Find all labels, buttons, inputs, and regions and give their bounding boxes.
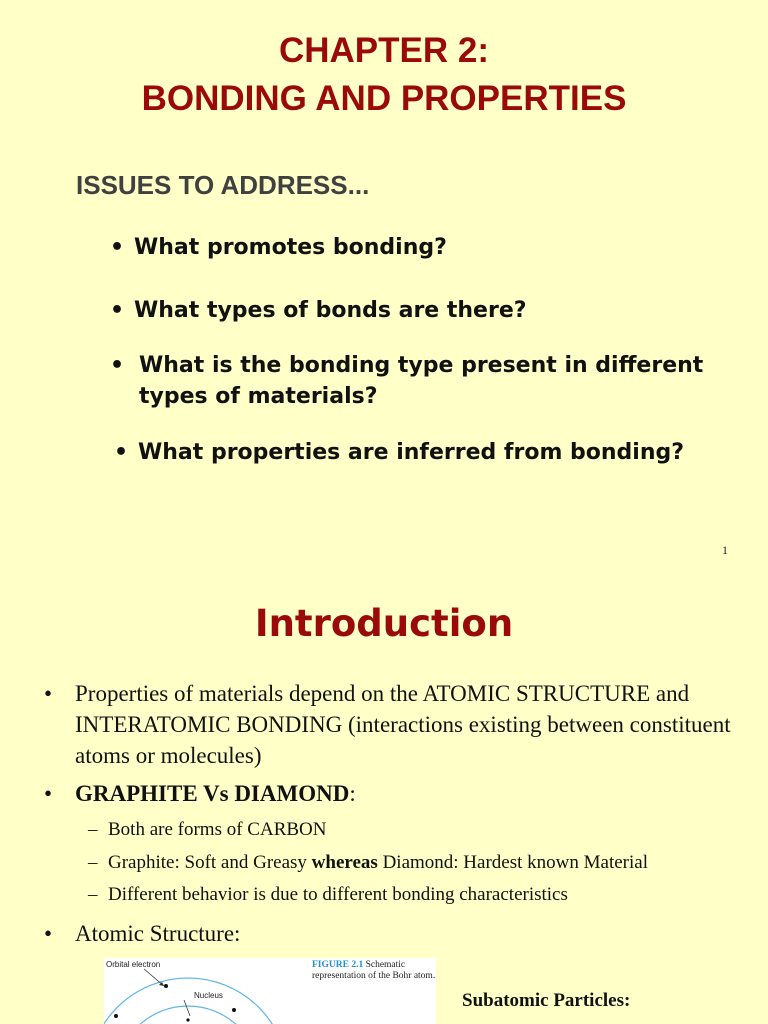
orbital-electron-label: Orbital electron [106, 960, 161, 969]
bullet-icon: • [110, 353, 125, 378]
chapter-title-line-2: BONDING AND PROPERTIES [141, 79, 627, 118]
question-text: What properties are inferred from bonding? [138, 440, 685, 465]
bullet-icon: • [114, 440, 129, 465]
bullet-text: Properties of materials depend on the ATOMIC STRUCTURE and INTERATOMIC BONDING (interactions existing between constituent atoms or molecules) [75, 681, 731, 768]
sub-bullet-text: Graphite: Soft and Greasy whereas Diamond: Hardest known Material [108, 852, 648, 873]
slide-2 [0, 580, 768, 1024]
question-item [114, 437, 685, 468]
bullet-icon: • [44, 781, 53, 806]
dash-icon: – [88, 884, 98, 905]
nucleus-label: Nucleus [194, 991, 223, 1000]
graphite-vs-diamond: GRAPHITE Vs DIAMOND [75, 781, 350, 806]
bullet-icon: • [44, 921, 53, 946]
question-item [110, 295, 527, 326]
figure-caption: FIGURE 2.1 Schematic representation of the Bohr atom. [312, 960, 436, 981]
sub-bullet-text: Both are forms of CARBON [108, 819, 327, 840]
bullet-icon: • [44, 681, 53, 706]
bullet-text: Atomic Structure: [75, 921, 241, 946]
dash-icon: – [88, 852, 98, 873]
bohr-atom-figure [104, 958, 436, 1024]
sub-bullet-text: Different behavior is due to different bonding characteristics [108, 884, 568, 905]
bullet-icon: • [110, 298, 125, 323]
bullet-text: GRAPHITE Vs DIAMOND: [75, 781, 356, 806]
introduction-title: Introduction [254, 602, 514, 645]
chapter-title-line-1: CHAPTER 2: [278, 31, 490, 70]
issues-heading: ISSUES TO ADDRESS... [76, 170, 370, 200]
bullet-icon: • [110, 235, 125, 260]
question-item [110, 350, 709, 412]
question-text: What is the bonding type present in different types of materials? [139, 353, 704, 409]
page-number: 1 [722, 543, 728, 557]
dash-icon: – [88, 819, 98, 840]
question-item [110, 232, 447, 263]
question-text: What types of bonds are there? [134, 298, 527, 323]
subatomic-particles-label: Subatomic Particles: [462, 990, 631, 1011]
question-text: What promotes bonding? [134, 235, 447, 260]
